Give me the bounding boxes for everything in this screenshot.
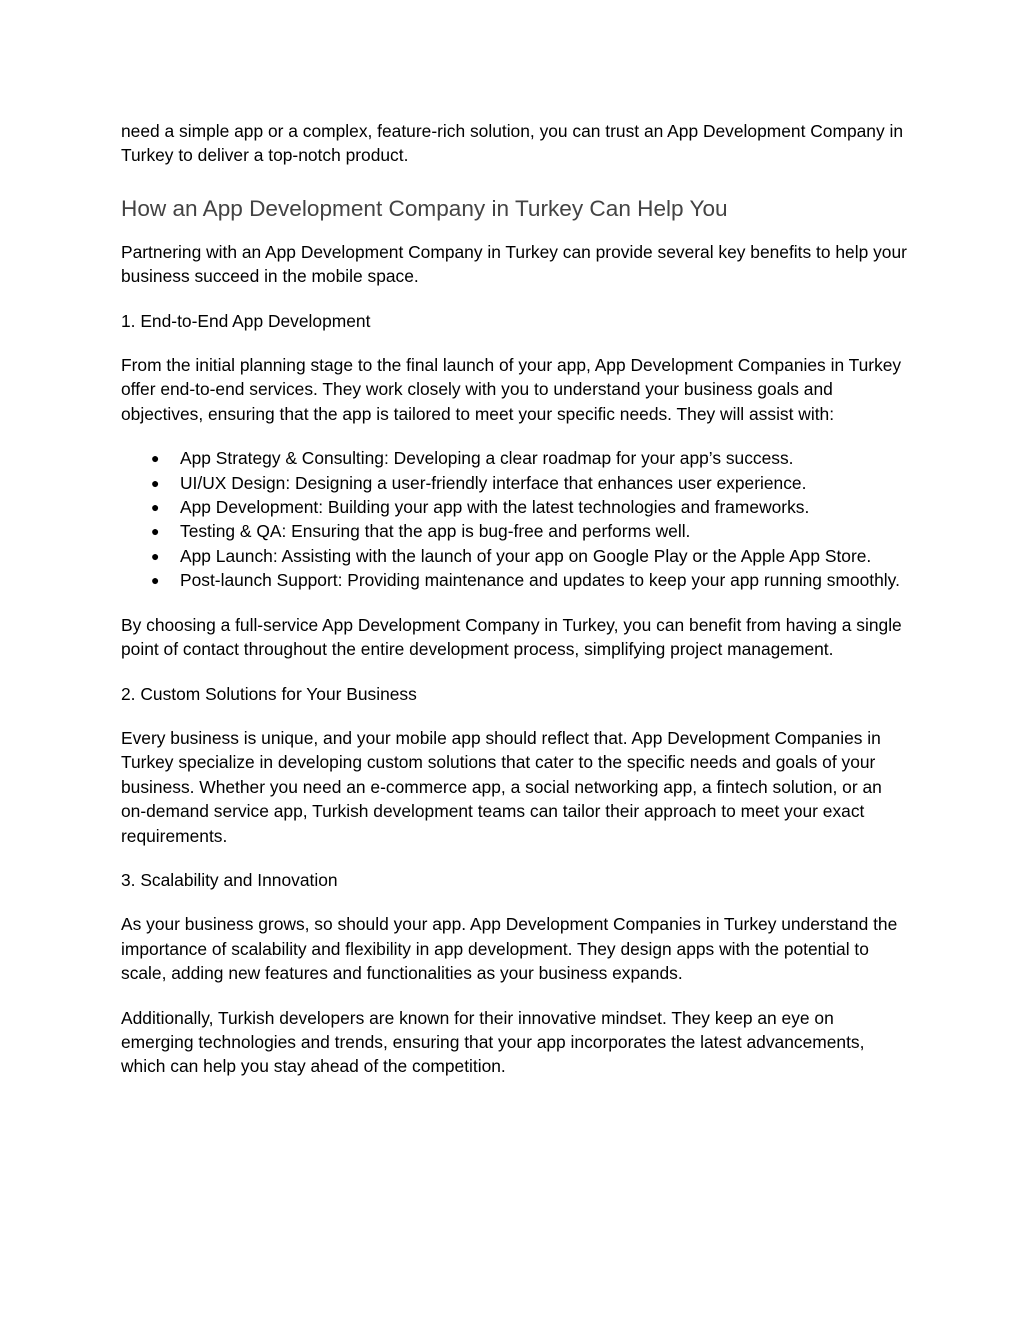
subsection-3-body: As your business grows, so should your app. App Development Companies in Turkey understand the importance of scalability and flexibility in app development. They design apps with the potential to scale, adding new features and functionalities as your business expands. <box>121 914 898 984</box>
list-item <box>121 519 911 543</box>
list-item <box>121 568 911 592</box>
bullet-icon: ● <box>151 572 160 589</box>
list-item <box>121 544 911 568</box>
list-item-text: Post-launch Support: Providing maintenance and updates to keep your app running smoothly. <box>180 570 900 591</box>
subsection-1-conclusion: By choosing a full-service App Development Company in Turkey, you can benefit from having a single point of contact throughout the entire development process, simplifying project management. <box>121 614 902 660</box>
section-intro-paragraph: Partnering with an App Development Company in Turkey can provide several key benefits to help your business succeed in the mobile space. <box>121 241 907 287</box>
list-item-text: UI/UX Design: Designing a user-friendly interface that enhances user experience. <box>180 472 807 493</box>
bullet-icon: ● <box>151 523 160 540</box>
bullet-icon: ● <box>151 450 160 467</box>
subsection-2-body: Every business is unique, and your mobile app should reflect that. App Development Companies in Turkey specialize in developing custom solutions that cater to the specific needs and goals of your business. Whether you need an e-commerce app, a social networking app, a fintech solution, or an on-demand service app, Turkish development teams can tailor their approach to meet your exact requirements. <box>121 727 882 846</box>
list-item <box>121 471 911 495</box>
intro-continuation-paragraph: need a simple app or a complex, feature-rich solution, you can trust an App Development Company in Turkey to deliver a top-notch product. <box>121 121 904 166</box>
document-page <box>121 119 911 1079</box>
list-item <box>121 495 911 519</box>
bullet-icon: ● <box>151 547 160 564</box>
list-item-text: App Development: Building your app with the latest technologies and frameworks. <box>180 497 810 518</box>
list-item-text: Testing & QA: Ensuring that the app is bug-free and performs well. <box>180 521 691 542</box>
subsection-3-title: 3. Scalability and Innovation <box>121 869 338 890</box>
subsection-3-body-2: Additionally, Turkish developers are known for their innovative mindset. They keep an eye on emerging technologies and trends, ensuring that your app incorporates the latest advancements, which can help you stay ahead of the competition. <box>121 1007 865 1077</box>
services-list <box>121 446 911 592</box>
list-item <box>121 446 911 470</box>
subsection-1-body: From the initial planning stage to the final launch of your app, App Development Companies in Turkey offer end-to-end services. They work closely with you to understand your business goals and objectives, ensuring that the app is tailored to meet your specific needs. They will assist with: <box>121 355 902 424</box>
bullet-icon: ● <box>151 499 160 516</box>
section-heading: How an App Development Company in Turkey Can Help You <box>121 195 728 221</box>
subsection-2-title: 2. Custom Solutions for Your Business <box>121 683 417 704</box>
subsection-1-title: 1. End-to-End App Development <box>121 310 371 331</box>
list-item-text: App Strategy & Consulting: Developing a clear roadmap for your app’s success. <box>180 448 794 469</box>
bullet-icon: ● <box>151 474 160 491</box>
list-item-text: App Launch: Assisting with the launch of your app on Google Play or the Apple App Store. <box>180 545 872 566</box>
